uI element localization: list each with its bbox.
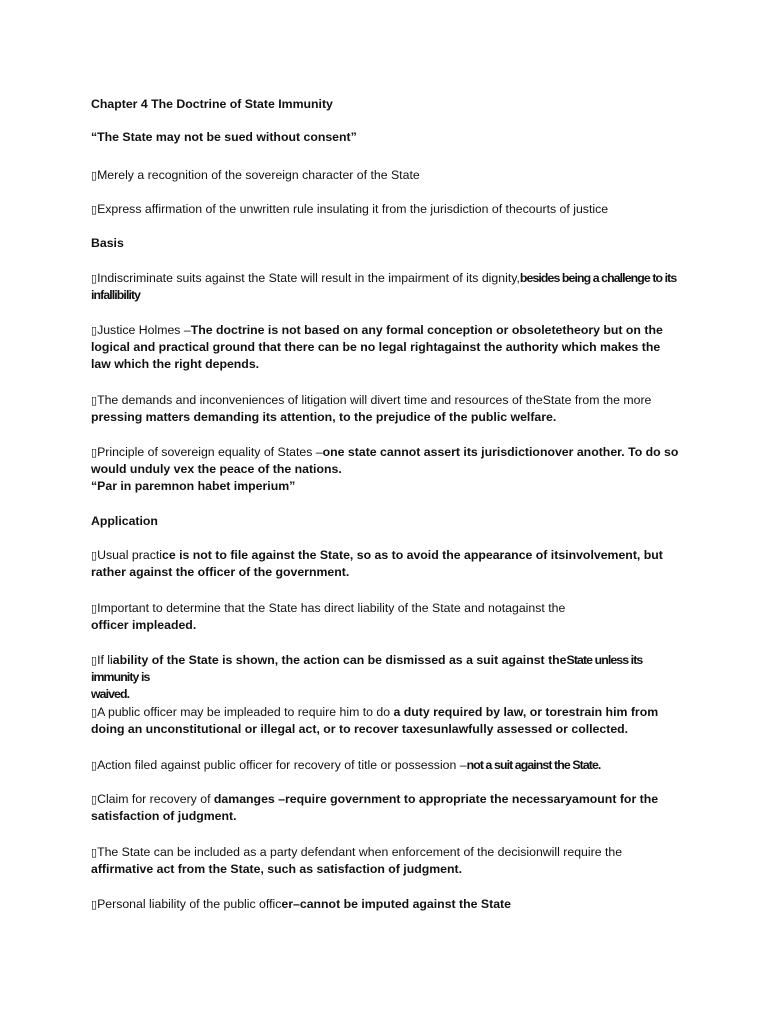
application-bullet-7: ▯The State can be included as a party defendant when enforcement of the decisionwill require the affirmative act from the State, such as satisfaction of judgment. [91,845,623,876]
bullet-box-icon: ▯ [91,549,98,562]
bullet-box-icon: ▯ [91,394,98,407]
basis-bullet-4: ▯Principle of sovereign equality of States –one state cannot assert its jurisdictionover another. To do so would unduly vex the peace of the nations. “Par in paremnon habet imperium” [91,445,679,493]
chapter-title: Chapter 4 The Doctrine of State Immunity [91,97,333,111]
intro-bullet-2: ▯Express affirmation of the unwritten rule insulating it from the jurisdiction of thecourts of justice [91,202,609,216]
bullet-box-icon: ▯ [91,446,98,459]
bullet-box-icon: ▯ [91,898,98,911]
application-bullet-5: ▯Action filed against public officer for recovery of title or possession –not a suit against the State. [91,758,601,772]
application-bullet-3: ▯If liability of the State is shown, the action can be dismissed as a suit against theState unless its immunity is waived. [91,653,643,701]
basis-bullet-3: ▯The demands and inconveniences of litigation will divert time and resources of theState from the more pressing matters demanding its attention, to the prejudice of the public welfare. [91,393,652,424]
bullet-box-icon: ▯ [91,793,98,806]
bullet-box-icon: ▯ [91,759,98,772]
bullet-box-icon: ▯ [91,602,98,615]
application-heading: Application [91,514,158,528]
maxim: “The State may not be sued without consent” [91,130,357,144]
application-bullet-6: ▯Claim for recovery of damanges –require government to appropriate the necessaryamount for the satisfaction of judgment. [91,792,659,823]
bullet-box-icon: ▯ [91,203,98,216]
intro-bullet-1: ▯Merely a recognition of the sovereign character of the State [91,168,420,182]
bullet-box-icon: ▯ [91,324,98,337]
bullet-box-icon: ▯ [91,272,98,285]
bullet-box-icon: ▯ [91,654,98,667]
bullet-box-icon: ▯ [91,706,98,719]
application-bullet-1: ▯Usual practice is not to file against the State, so as to avoid the appearance of itsinvolvement, but rather against the officer of the government. [91,548,663,579]
bullet-box-icon: ▯ [91,169,98,182]
application-bullet-8: ▯Personal liability of the public officer–cannot be imputed against the State [91,897,511,911]
basis-bullet-2: ▯Justice Holmes –The doctrine is not based on any formal conception or obsoletetheory but on the logical and practical ground that there can be no legal rightagainst the authority which makes the law which the right depends. [91,323,663,371]
application-bullet-4: ▯A public officer may be impleaded to require him to do a duty required by law, or torestrain him from doing an unconstitutional or illegal act, or to recover taxesunlawfully assessed or collected. [91,705,659,736]
basis-bullet-1: ▯Indiscriminate suits against the State will result in the impairment of its dignity,besides being a challenge to its infallibility [91,271,677,302]
bullet-box-icon: ▯ [91,846,98,859]
basis-heading: Basis [91,236,124,250]
application-bullet-2: ▯Important to determine that the State has direct liability of the State and notagainst the officer impleaded. [91,601,566,632]
